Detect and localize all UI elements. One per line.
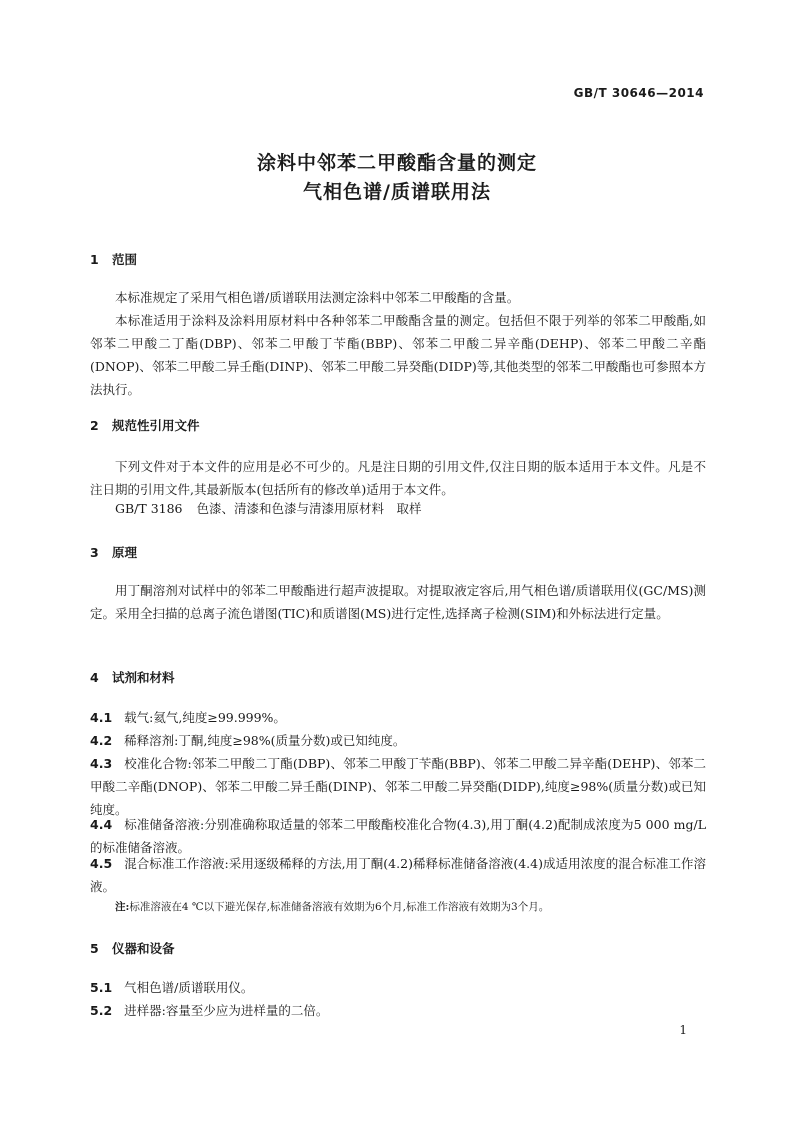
item-4-3 bbox=[90, 752, 706, 821]
item-number: 4.4 bbox=[90, 817, 113, 832]
section-3-paragraph-1: 用丁酮溶剂对试样中的邻苯二甲酸酯进行超声波提取。对提取液定容后,用气相色谱/质谱联用仪(GC/MS)测定。采用全扫描的总离子流色谱图(TIC)和质谱图(MS)进行定性,选择离子检测(SIM)和外标法进行定量。 bbox=[90, 583, 706, 621]
page-number: 1 bbox=[679, 1023, 687, 1037]
section-number: 2 bbox=[90, 418, 99, 433]
normative-reference bbox=[115, 497, 422, 520]
section-number: 3 bbox=[90, 545, 99, 560]
document-title-line2: 气相色谱/质谱联用法 bbox=[303, 181, 491, 203]
item-text: 气相色谱/质谱联用仪。 bbox=[124, 980, 254, 995]
section-number: 1 bbox=[90, 252, 99, 267]
section-title: 规范性引用文件 bbox=[112, 418, 200, 433]
item-5-1 bbox=[90, 976, 706, 999]
section-2-heading bbox=[90, 416, 200, 434]
item-text: 混合标准工作溶液:采用逐级稀释的方法,用丁酮(4.2)稀释标准储备溶液(4.4)成适用浓度的混合标准工作溶液。 bbox=[90, 856, 706, 894]
section-1-heading bbox=[90, 250, 137, 268]
item-4-2 bbox=[90, 729, 706, 752]
section-4-heading bbox=[90, 668, 175, 686]
reference-title: 色漆、清漆和色漆与清漆用原材料 取样 bbox=[196, 501, 422, 516]
section-title: 范围 bbox=[112, 252, 138, 267]
section-1-paragraph-1: 本标准规定了采用气相色谱/质谱联用法测定涂料中邻苯二甲酸酯的含量。 bbox=[115, 290, 520, 305]
section-5-heading bbox=[90, 939, 175, 957]
document-title-line1: 涂料中邻苯二甲酸酯含量的测定 bbox=[256, 152, 537, 174]
item-text: 载气:氦气,纯度≥99.999%。 bbox=[124, 710, 286, 725]
item-4-5 bbox=[90, 852, 706, 898]
item-number: 5.2 bbox=[90, 1003, 113, 1018]
note-label: 注: bbox=[115, 901, 130, 913]
item-number: 4.2 bbox=[90, 733, 113, 748]
section-2-paragraph-1: 下列文件对于本文件的应用是必不可少的。凡是注日期的引用文件,仅注日期的版本适用于本文件。凡是不注日期的引用文件,其最新版本(包括所有的修改单)适用于本文件。 bbox=[90, 459, 706, 497]
section-title: 仪器和设备 bbox=[112, 941, 175, 956]
item-4-1 bbox=[90, 706, 706, 729]
note-text: 标准溶液在4 ℃以下避光保存,标准储备溶液有效期为6个月,标准工作溶液有效期为3个月。 bbox=[129, 901, 550, 913]
item-number: 5.1 bbox=[90, 980, 113, 995]
section-title: 试剂和材料 bbox=[112, 670, 175, 685]
item-number: 4.3 bbox=[90, 756, 113, 771]
section-number: 4 bbox=[90, 670, 99, 685]
item-number: 4.5 bbox=[90, 856, 113, 871]
section-number: 5 bbox=[90, 941, 99, 956]
item-5-2 bbox=[90, 999, 706, 1022]
section-title: 原理 bbox=[112, 545, 138, 560]
item-text: 进样器:容量至少应为进样量的二倍。 bbox=[124, 1003, 329, 1018]
section-1-paragraph-2: 本标准适用于涂料及涂料用原材料中各种邻苯二甲酸酯含量的测定。包括但不限于列举的邻苯二甲酸酯,如邻苯二甲酸二丁酯(DBP)、邻苯二甲酸丁苄酯(BBP)、邻苯二甲酸二异辛酯(DEHP)、邻苯二甲酸二辛酯(DNOP)、邻苯二甲酸二异壬酯(DINP)、邻苯二甲酸二异癸酯(DIDP)等,其他类型的邻苯二甲酸酯也可参照本方法执行。 bbox=[90, 313, 706, 397]
standard-code: GB/T 30646—2014 bbox=[573, 86, 704, 100]
item-text: 稀释溶剂:丁酮,纯度≥98%(质量分数)或已知纯度。 bbox=[124, 733, 406, 748]
section-3-heading bbox=[90, 543, 137, 561]
note bbox=[115, 898, 705, 916]
item-text: 标准储备溶液:分别准确称取适量的邻苯二甲酸酯校准化合物(4.3),用丁酮(4.2)配制成浓度为5 000 mg/L的标准储备溶液。 bbox=[90, 817, 706, 855]
reference-code: GB/T 3186 bbox=[115, 501, 183, 516]
item-text: 校准化合物:邻苯二甲酸二丁酯(DBP)、邻苯二甲酸丁苄酯(BBP)、邻苯二甲酸二异辛酯(DEHP)、邻苯二甲酸二辛酯(DNOP)、邻苯二甲酸二异壬酯(DINP)、邻苯二甲酸二异癸酯(DIDP),纯度≥98%(质量分数)或已知纯度。 bbox=[90, 756, 706, 817]
item-number: 4.1 bbox=[90, 710, 113, 725]
